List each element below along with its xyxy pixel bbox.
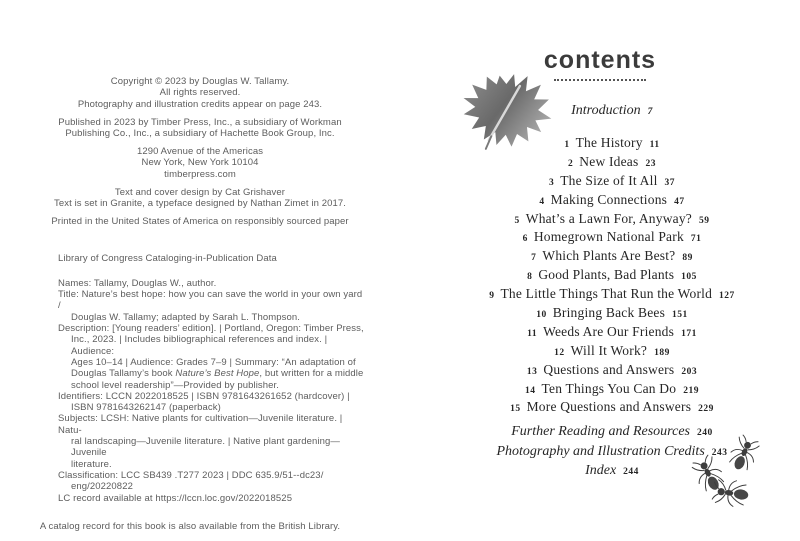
chapter-page: 37 [664, 177, 676, 188]
ant-icon [710, 474, 757, 514]
chapter-number: 3 [548, 177, 555, 188]
back-matter-page: 240 [696, 428, 713, 439]
toc-entry [424, 229, 800, 248]
chapter-title: The Size of It All [560, 172, 658, 188]
cip-line: school level readership”—Provided by publisher. [71, 379, 280, 391]
toc-entry [424, 173, 800, 192]
cip-line: Inc., 2023. | Includes bibliographical references and index. | Audience: [71, 334, 328, 357]
chapter-page: 189 [654, 347, 670, 358]
contents-title: contents [543, 46, 657, 74]
cip-line: Names: Tallamy, Douglas W., author. [58, 277, 217, 289]
chapter-page: 127 [719, 291, 735, 302]
toc-entry [424, 305, 800, 324]
chapter-number: 11 [527, 328, 538, 339]
toc-entry [424, 324, 800, 343]
chapter-page: 203 [681, 366, 698, 377]
copyright-line: All rights reserved. [159, 87, 241, 99]
contents-header [400, 0, 800, 81]
british-library-note: A catalog record for this book is also available from the British Library. [39, 520, 341, 532]
cip-line: Douglas W. Tallamy; adapted by Sarah L. Thompson. [71, 311, 300, 323]
chapter-number: 4 [539, 196, 545, 207]
design-credit-block [10, 187, 390, 210]
cip-line: literature. [71, 458, 112, 470]
toc-entry [424, 381, 800, 400]
chapter-title: Homegrown National Park [533, 229, 684, 245]
toc-entry [424, 343, 800, 362]
chapter-number: 14 [525, 385, 536, 396]
cip-block [58, 278, 364, 504]
chapter-number: 7 [531, 253, 537, 264]
chapter-number: 13 [526, 366, 538, 377]
chapter-title: What’s a Lawn For, Anyway? [525, 210, 692, 226]
chapter-title: The History [575, 135, 643, 150]
back-matter-page: 244 [623, 467, 639, 478]
cip-line: ral landscaping—Juvenile literature. | Native plant gardening—Juvenile [71, 436, 341, 459]
printed-block [10, 216, 390, 227]
publisher-line: Publishing Co., Inc., a subsidiary of Hachette Book Group, Inc. [65, 128, 335, 140]
chapter-page: 23 [645, 158, 656, 169]
cip-heading: Library of Congress Cataloging-in-Publication Data [58, 253, 277, 265]
chapter-number: 5 [514, 215, 520, 226]
toc-entry [424, 211, 800, 230]
table-of-contents [400, 103, 800, 483]
dotted-divider [554, 79, 646, 81]
chapter-title: Weeds Are Our Friends [543, 323, 675, 339]
chapter-title: Making Connections [550, 191, 668, 207]
cip-line: ISBN 9781643262147 (paperback) [71, 402, 221, 414]
toc-entry [424, 154, 800, 173]
chapter-number: 8 [527, 272, 533, 283]
chapter-page: 171 [681, 328, 697, 339]
copyright-line: Photography and illustration credits appear on page 243. [77, 98, 323, 110]
cip-line: Description: [Young readers’ edition]. | Portland, Oregon: Timber Press, [58, 323, 364, 335]
copyright-line: Copyright © 2023 by Douglas W. Tallamy. [110, 76, 290, 87]
chapter-title: New Ideas [579, 153, 639, 169]
cip-line: LC record available at https://lccn.loc.gov/2022018525 [58, 492, 293, 504]
toc-entry [424, 399, 800, 418]
chapter-title: Which Plants Are Best? [542, 248, 676, 264]
address-line: New York, New York 10104 [141, 157, 259, 169]
copyright-block [10, 76, 390, 110]
chapter-number: 12 [554, 347, 565, 358]
cip-line: Douglas Tallamy’s book Nature’s Best Hope, but written for a middle [71, 368, 364, 380]
copyright-page-content [0, 0, 400, 532]
chapter-number: 1 [564, 140, 570, 150]
chapter-number: 9 [489, 291, 495, 302]
toc-entry [424, 286, 800, 305]
toc-entry [424, 362, 800, 381]
chapter-title: Questions and Answers [543, 361, 675, 377]
chapter-title: The Little Things That Run the World [500, 286, 713, 302]
design-credit-line: Text and cover design by Cat Grishaver [114, 186, 286, 198]
chapter-title: More Questions and Answers [526, 399, 692, 415]
chapter-title: Bringing Back Bees [552, 305, 666, 321]
chapter-number: 2 [568, 158, 574, 169]
chapter-number: 6 [522, 234, 528, 245]
chapter-page: 151 [672, 310, 688, 321]
cip-line: eng/20220822 [71, 481, 133, 493]
chapter-page: 71 [690, 234, 702, 245]
address-line: 1290 Avenue of the Americas [136, 146, 264, 158]
chapter-page: 229 [698, 404, 714, 415]
toc-entry-page: 7 [647, 107, 653, 117]
cip-line: Classification: LCC SB439 .T277 2023 | DDC 635.9/51--dc23/ [58, 469, 324, 481]
back-matter-page: 243 [711, 447, 728, 458]
address-block [10, 146, 390, 180]
chapter-page: 105 [681, 272, 697, 283]
cip-line: Ages 10–14 | Audience: Grades 7–9 | Summary: “An adaptation of [71, 356, 356, 368]
cip-line: Identifiers: LCCN 2022018525 | ISBN 9781643261652 (hardcover) | [58, 390, 350, 402]
back-matter-title: Index [585, 463, 617, 479]
chapter-page: 47 [674, 196, 685, 207]
toc-entry-title: Introduction [571, 103, 641, 118]
cip-line: Title: Nature’s best hope: how you can save the world in your own yard / [58, 289, 363, 312]
back-matter-title: Photography and Illustration Credits [496, 443, 705, 459]
printed-line: Printed in the United States of America on responsibly sourced paper [51, 216, 349, 228]
chapter-title: Good Plants, Bad Plants [538, 267, 675, 283]
publisher-block [10, 117, 390, 140]
chapter-number: 15 [510, 404, 521, 415]
design-credit-line: Text is set in Granite, a typeface designed by Nathan Zimet in 2017. [54, 198, 346, 210]
chapter-title: Will It Work? [570, 342, 648, 358]
chapter-page: 59 [699, 215, 710, 226]
maple-leaf-icon [456, 70, 558, 150]
chapter-page: 219 [683, 385, 699, 396]
chapter-list [424, 135, 800, 418]
chapter-page: 11 [649, 140, 660, 150]
toc-entry [424, 192, 800, 211]
chapter-number: 10 [536, 310, 547, 321]
toc-entry [424, 267, 800, 286]
publisher-line: Published in 2023 by Timber Press, Inc., a subsidiary of Workman [58, 116, 342, 128]
address-line: timberpress.com [164, 168, 236, 180]
contents-page [400, 0, 800, 541]
chapter-page: 89 [682, 253, 693, 264]
toc-entry [424, 248, 800, 267]
back-matter-title: Further Reading and Resources [511, 424, 690, 440]
chapter-title: Ten Things You Can Do [541, 380, 677, 396]
cip-line: Subjects: LCSH: Native plants for cultivation—Juvenile literature. | Natu- [58, 413, 343, 436]
